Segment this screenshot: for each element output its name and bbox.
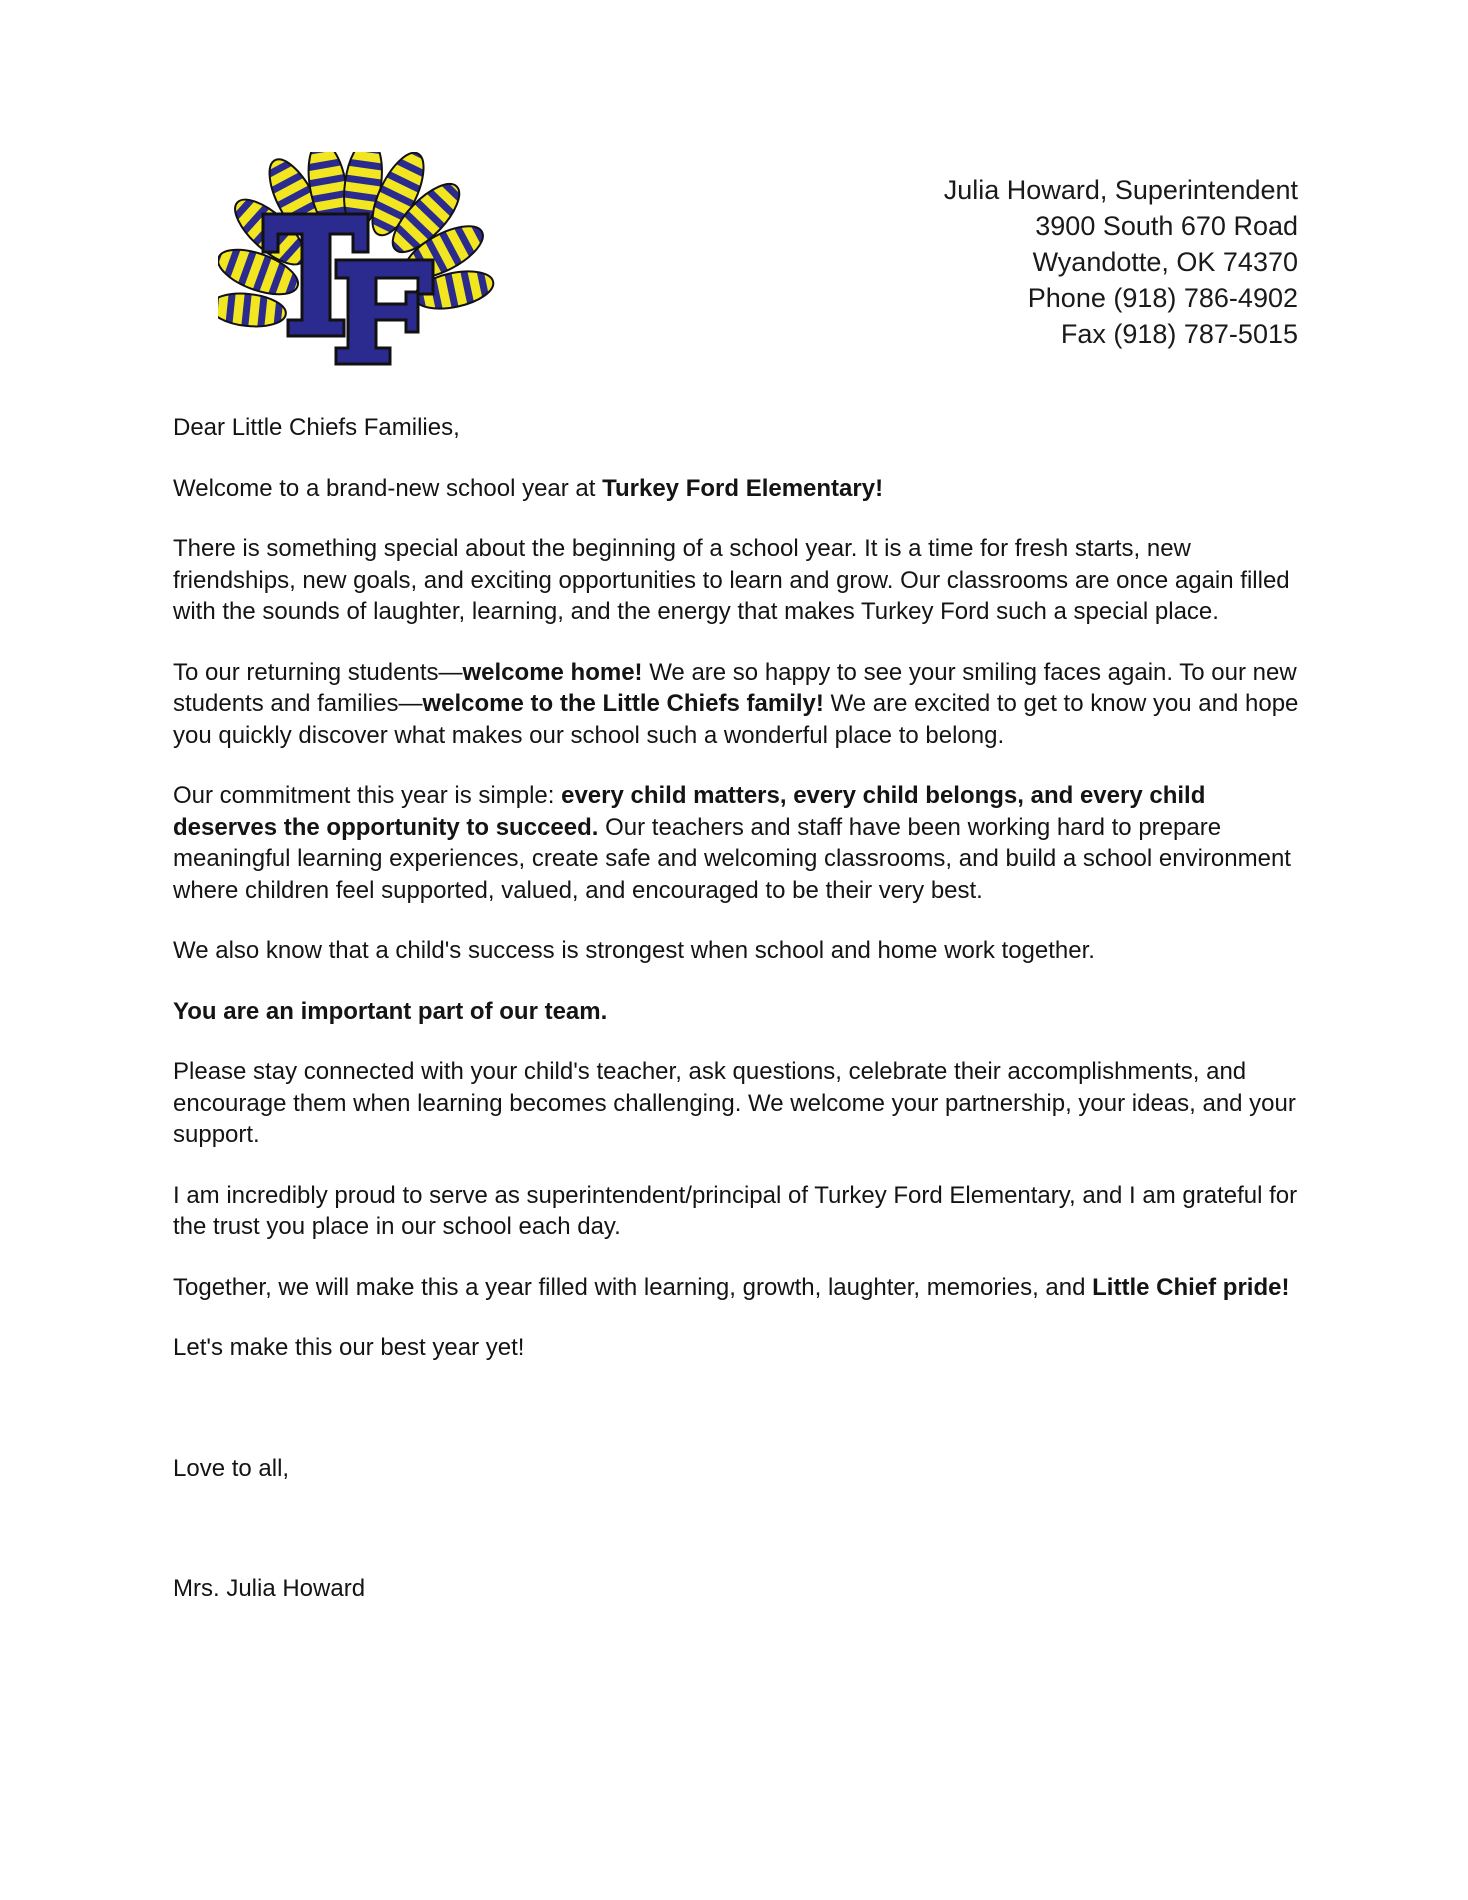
superintendent-name-line: Julia Howard, Superintendent: [943, 175, 1298, 205]
little-chiefs-family-emphasis: welcome to the Little Chiefs family!: [422, 690, 824, 717]
paragraph-together: [173, 1272, 1303, 1304]
paragraph-students: [173, 657, 1303, 752]
phone-line: Phone (918) 786-4902: [1027, 283, 1298, 313]
paragraph-text: We are excited to get to know you and hope you quickly discover what makes our school such a wonderful place to belong.: [173, 690, 1299, 749]
paragraph-text: Welcome to a brand-new school year at: [173, 474, 603, 502]
greeting: Dear Little Chiefs Families,: [173, 414, 460, 441]
fax-line: Fax (918) 787-5015: [1060, 319, 1298, 349]
welcome-home-emphasis: welcome home!: [462, 658, 643, 686]
school-logo: [218, 152, 498, 366]
paragraph-beginning: There is something special about the beginning of a school year. It is a time for fresh starts, new friendships, new goals, and exciting opportunities to learn and grow. Our classrooms are once again filled with the sounds of laughter, learning, and the energy that makes Turkey Ford such a special place.: [173, 535, 1290, 625]
paragraph-text: Together, we will make this a year filled with learning, growth, laughter, memories, and: [173, 1273, 1093, 1301]
paragraph-text: To our returning students—: [173, 658, 463, 686]
little-chief-pride-emphasis: Little Chief pride!: [1092, 1273, 1290, 1301]
paragraph-text: We are so happy to see your smiling faces again. To our new students and families—: [173, 658, 1297, 717]
city-state-zip-line: Wyandotte, OK 74370: [1032, 247, 1298, 277]
signature: Mrs. Julia Howard: [173, 1575, 366, 1602]
paragraph-success: We also know that a child's success is strongest when school and home work together.: [173, 937, 1095, 964]
closing: Love to all,: [173, 1454, 290, 1482]
paragraph-text: Our commitment this year is simple:: [173, 782, 562, 809]
paragraph-connected: Please stay connected with your child's teacher, ask questions, celebrate their accomplishments, and encourage them when learning becomes challenging. We welcome your partnership, your ideas, and your support.: [173, 1058, 1296, 1148]
team-emphasis: You are an important part of our team.: [173, 997, 608, 1025]
paragraph-text: Our teachers and staff have been working hard to prepare meaningful learning experiences, create safe and welcoming classrooms, and build a school environment where children feel supported, valued, and encouraged to be their very best.: [173, 813, 1291, 904]
paragraph-welcome: [173, 473, 1303, 505]
tf-feather-logo-icon: [218, 152, 498, 366]
paragraph-proud: I am incredibly proud to serve as superintendent/principal of Turkey Ford Elementary, and I am grateful for the trust you place in our school each day.: [173, 1181, 1298, 1240]
paragraph-team: [173, 996, 1303, 1028]
commitment-emphasis: every child matters, every child belongs, and every child deserves the opportunity to succeed.: [173, 782, 1206, 841]
paragraph-best-year: Let's make this our best year yet!: [173, 1334, 525, 1361]
school-name-emphasis: Turkey Ford Elementary!: [602, 474, 884, 502]
paragraph-commitment: [173, 780, 1303, 906]
letter-body: [173, 412, 1303, 1634]
street-address-line: 3900 South 670 Road: [1035, 211, 1298, 241]
letterhead-address-block: [944, 172, 1298, 352]
